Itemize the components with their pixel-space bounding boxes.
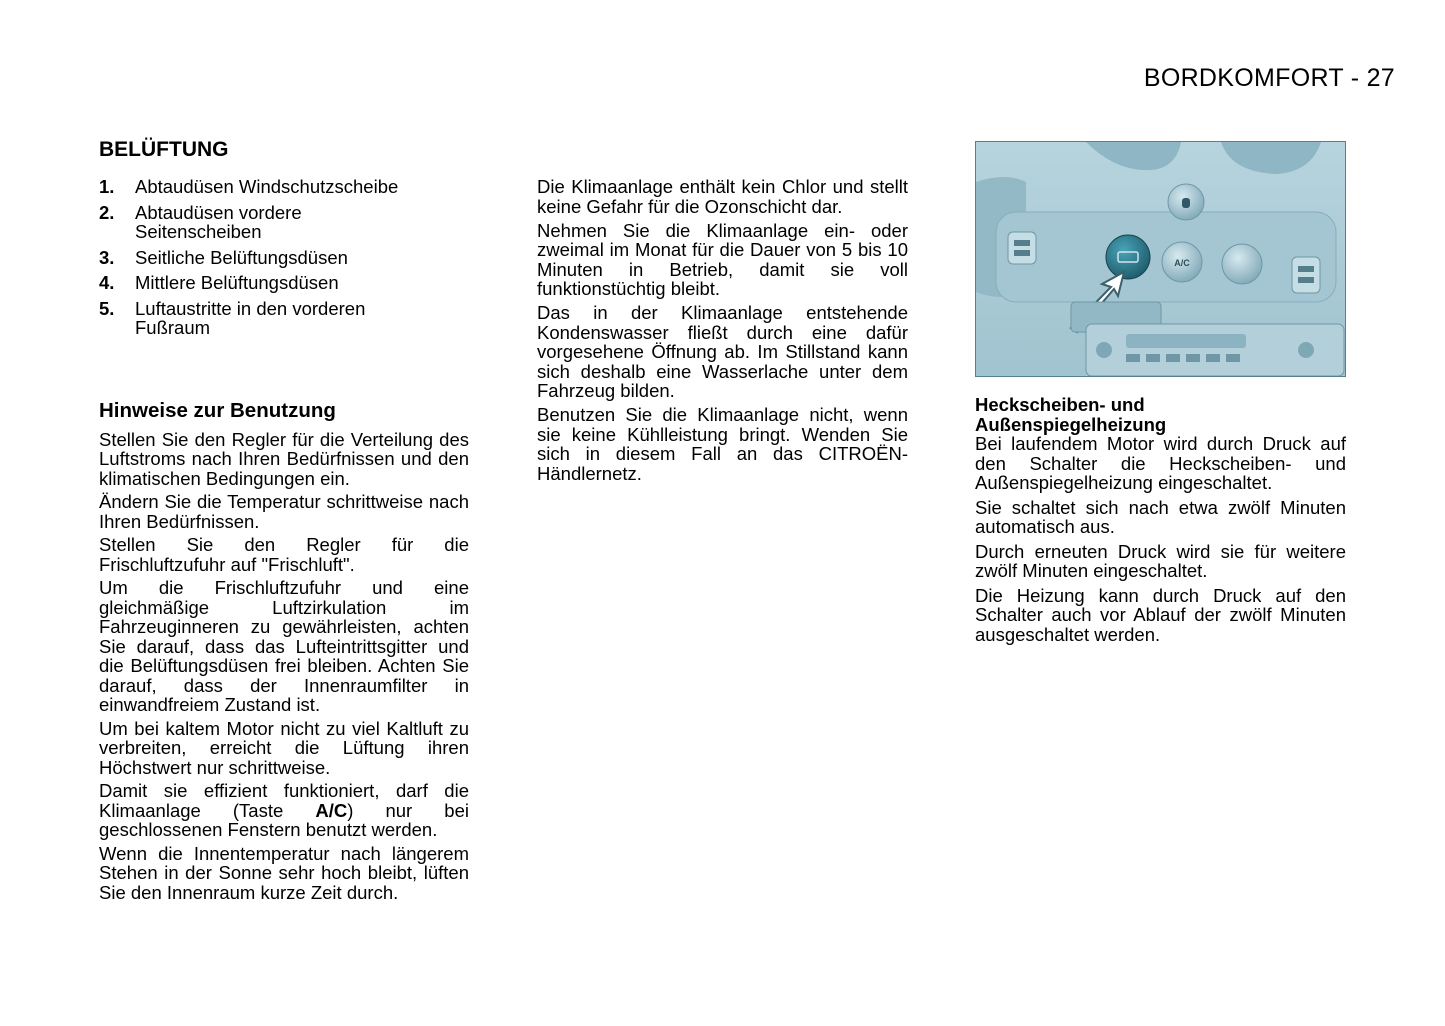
- paragraph: Wenn die Innentemperatur nach längerem Stehen in der Sonne sehr hoch bleibt, lüften Sie den Innenraum kurze Zeit durch.: [99, 842, 469, 903]
- paragraph: Benutzen Sie die Klimaanlage nicht, wenn sie keine Kühlleistung bringt. Wenden Sie sich in diesem Fall an das CITROËN-Händlernetz.: [537, 404, 908, 484]
- title-line: Außenspiegelheizung: [975, 413, 1167, 435]
- list-item: [99, 248, 469, 268]
- list-item: [99, 177, 469, 197]
- dashboard-illustration: [975, 141, 1346, 377]
- item-text: Mittlere Belüftungsdüsen: [135, 272, 339, 293]
- column-rear-heating: [975, 141, 1346, 649]
- item-text: Seitliche Belüftungsdüsen: [135, 246, 348, 268]
- list-item: [99, 299, 469, 338]
- ac-text-before: Damit sie effizient funktioniert, darf die Klimaanlage (Taste: [99, 780, 469, 821]
- title-line: Heckscheiben- und: [975, 394, 1145, 415]
- item-number: 4.: [99, 272, 115, 293]
- paragraph: Stellen Sie den Regler für die Frischluftzufuhr auf "Frischluft".: [99, 534, 469, 575]
- paragraph: Bei laufendem Motor wird durch Druck auf den Schalter die Heckscheiben- und Außenspiegelheizung eingeschaltet.: [975, 433, 1346, 493]
- paragraph: Das in der Klimaanlage entstehende Kondenswasser fließt durch eine dafür vorgesehene Öffnung ab. Im Stillstand kann sich deshalb eine Wasserlache unter dem Fahrzeug bilden.: [537, 302, 908, 401]
- section-title-usage: Hinweise zur Benutzung: [99, 398, 336, 422]
- item-text: Abtaudüsen vordere Seitenscheiben: [135, 201, 302, 242]
- paragraph: Um bei kaltem Motor nicht zu viel Kaltluft zu verbreiten, erreicht die Lüftung ihren Höchstwert nur schrittweise.: [99, 717, 469, 778]
- column-ventilation: [99, 137, 469, 906]
- item-number: 3.: [99, 246, 115, 268]
- paragraph: Um die Frischluftzufuhr und eine gleichmäßige Luftzirkulation im Fahrzeuginneren zu gewährleisten, achten Sie darauf, dass das Lufteintrittsgitter und die Belüftungsdüsen frei bleiben. Achten Sie darauf, dass der Innenraumfilter in einwandfreiem Zustand ist.: [99, 577, 469, 715]
- item-text: Luftaustritte in den vorderen Fußraum: [135, 297, 366, 338]
- paragraph: Sie schaltet sich nach etwa zwölf Minuten automatisch aus.: [975, 496, 1346, 537]
- list-item: [99, 203, 469, 242]
- ac-text-after: ) nur bei geschlossenen Fenstern benutzt werden.: [99, 799, 469, 840]
- paragraph: Die Klimaanlage enthält kein Chlor und stellt keine Gefahr für die Ozonschicht dar.: [537, 176, 908, 217]
- column-climate: [537, 177, 908, 488]
- item-number: 5.: [99, 297, 115, 319]
- ac-key-label: A/C: [315, 799, 348, 821]
- paragraph: Durch erneuten Druck wird sie für weitere zwölf Minuten eingeschaltet.: [975, 540, 1346, 581]
- paragraph-ac: [99, 781, 469, 840]
- paragraph: Nehmen Sie die Klimaanlage ein- oder zweimal im Monat für die Dauer von 5 bis 10 Minuten in Betrieb, damit sie voll funktionstüchtig bleibt.: [537, 219, 908, 299]
- list-item: [99, 273, 469, 293]
- vent-outlet-list: [99, 177, 469, 338]
- ac-button-label: A/C: [1174, 258, 1190, 268]
- running-header: BORDKOMFORT - 27: [1143, 64, 1395, 92]
- section-title-rear-heating: [975, 395, 1346, 434]
- paragraph: Die Heizung kann durch Druck auf den Schalter auch vor Ablauf der zwölf Minuten ausgeschaltet werden.: [975, 584, 1346, 645]
- paragraph: Ändern Sie die Temperatur schrittweise nach Ihren Bedürfnissen.: [99, 491, 469, 532]
- item-text: Abtaudüsen Windschutzscheibe: [135, 176, 399, 197]
- paragraph: Stellen Sie den Regler für die Verteilung des Luftstroms nach Ihren Bedürfnissen und den klimatischen Bedingungen ein.: [99, 428, 469, 489]
- section-title-ventilation: BELÜFTUNG: [99, 138, 229, 161]
- item-number: 1.: [99, 176, 115, 197]
- item-number: 2.: [99, 201, 115, 223]
